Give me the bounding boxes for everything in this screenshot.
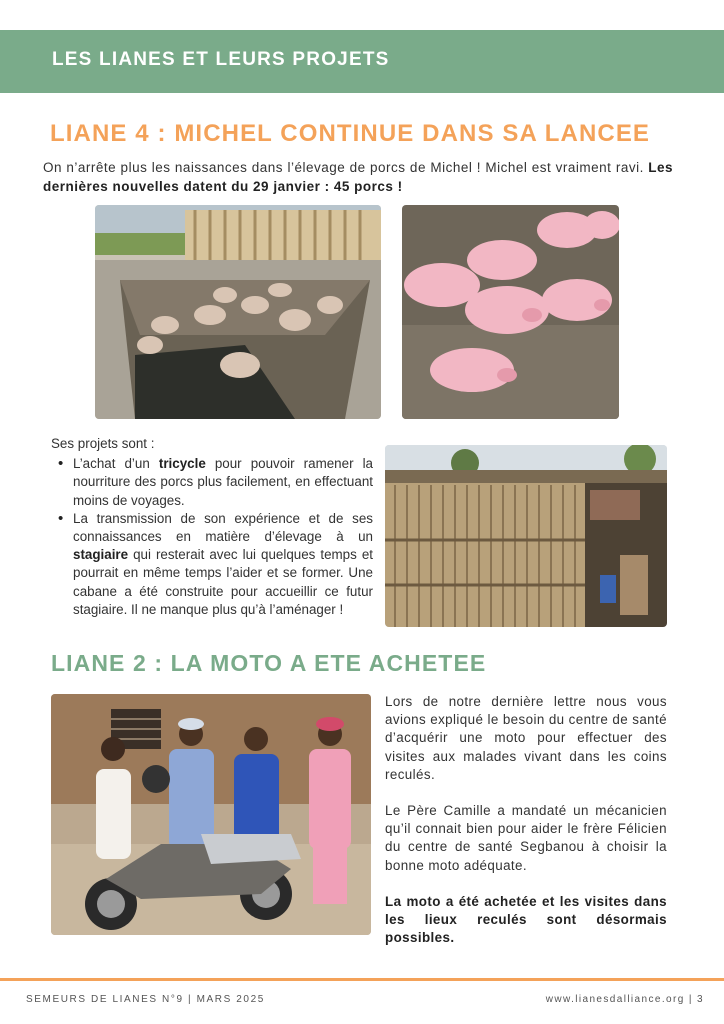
section2-paragraph2: Le Père Camille a mandaté un mécanicien qu’il connait bien pour aider le frère Félicien du centre de santé Segbanou à choisir la bonne moto adéquate. xyxy=(385,803,667,873)
intro-bold: Les dernières nouvelles datent du 29 janvier : 45 porcs ! xyxy=(43,160,673,194)
header-banner xyxy=(0,30,724,93)
section2-text xyxy=(385,693,667,947)
list-item xyxy=(73,455,373,510)
bullet2-text-before: La transmission de son expérience et de ses connaissances en matière d’élevage à un xyxy=(73,510,373,545)
footer-publication: SEMEURS DE LIANES N°9 | MARS 2025 xyxy=(26,994,265,1005)
section2-paragraph1: Lors de notre dernière lettre nous vous avions expliqué le besoin du centre de santé d’acquérir une moto pour effectuer des visites aux malades vivant dans les coins reculés. xyxy=(385,694,667,782)
footer-website-page: www.lianesdalliance.org | 3 xyxy=(545,994,704,1005)
bullet1-text-after: pour pouvoir ramener la nourriture des porcs plus facilement, en effectuant moins de voyages. xyxy=(73,456,373,508)
section2-title: LIANE 2 : LA MOTO A ETE ACHETEE xyxy=(51,650,487,676)
section2-paragraph3: La moto a été achetée et les visites dans les lieux reculés sont désormais possibles. xyxy=(385,893,667,946)
section1-intro xyxy=(43,158,673,196)
banner-title: LES LIANES ET LEURS PROJETS xyxy=(52,49,390,70)
list-item xyxy=(73,510,373,619)
projects-list xyxy=(51,435,373,619)
section1-title: LIANE 4 : MICHEL CONTINUE DANS SA LANCEE xyxy=(50,120,651,147)
bullet1-bold: tricycle xyxy=(158,456,206,472)
intro-text: On n’arrête plus les naissances dans l’élevage de porcs de Michel ! Michel est vraiment ravi. xyxy=(43,160,644,175)
projects-heading: Ses projets sont : xyxy=(51,436,155,451)
projects-bullets xyxy=(51,455,373,619)
footer-divider xyxy=(0,978,724,981)
hut-photo xyxy=(385,445,667,627)
bullet2-text-after: qui resterait avec lui quelques temps et pourrait en même temps l’aider et se former. Une cabane a été construite pour accueillir ce futur stagiaire. Il ne manque plus qu’à l’aménager ! xyxy=(73,547,373,617)
pig-pen-photo xyxy=(95,205,381,419)
motorbike-photo xyxy=(51,694,371,935)
bullet1-text-before: L’achat d’un xyxy=(73,456,150,472)
piglets-photo xyxy=(402,205,619,419)
bullet2-bold: stagiaire xyxy=(73,547,129,563)
